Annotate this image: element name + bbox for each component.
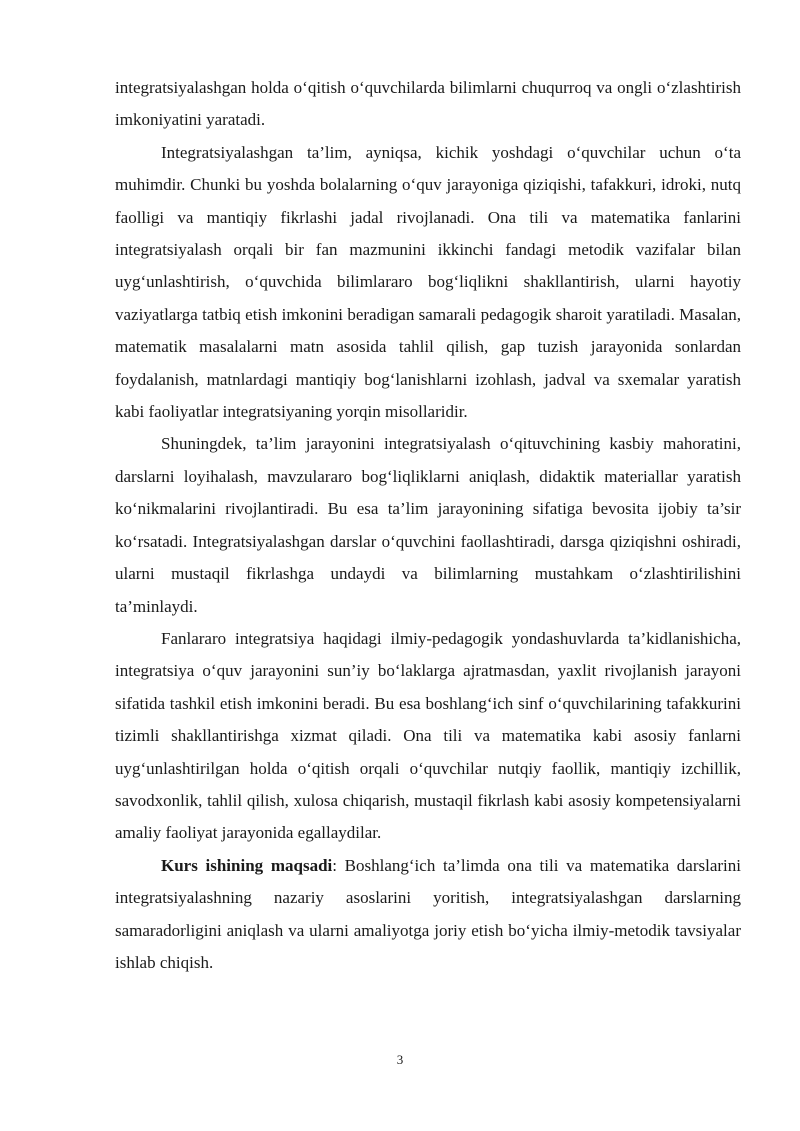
page-number: 3 (396, 1052, 404, 1067)
course-goal-heading: Kurs ishining maqsadi (161, 855, 333, 875)
paragraph-1: integratsiyalashgan holda o‘qitish o‘quvchilarda bilimlarni chuqurroq va ongli o‘zlashtirish imkoniyatini yaratadi. (115, 78, 741, 130)
paragraph-4: Fanlararo integratsiya haqidagi ilmiy-pedagogik yondashuvlarda ta’kidlanishicha, integratsiya o‘quv jarayonini sun’iy bo‘laklarga ajratmasdan, yaxlit rivojlanish jarayoni sifatida tashkil etish imkonini beradi. Bu esa boshlang‘ich sinf o‘quvchilarining tafakkurini tizimli shakllantirishga xizmat qiladi. Ona tili va matematika kabi asosiy fanlarni uyg‘unlashtirilgan holda o‘qitish orqali o‘quvchilar nutqiy faollik, mantiqiy izchillik, savodxonlik, tahlil qilish, xulosa chiqarish, mustaqil fikrlash kabi asosiy kompetensiyalarni amaliy faoliyat jarayonida egallaydilar. (115, 628, 741, 843)
document-body (115, 72, 741, 979)
course-goal-text: : Boshlang‘ich ta’limda ona tili va matematika darslarini integratsiyalashning nazariy asoslarini yoritish, integratsiyalashgan darslarning samaradorligini aniqlash va ularni amaliyotga joriy etish bo‘yicha ilmiy-metodik tavsiyalar ishlab chiqish. (115, 855, 742, 972)
paragraph-3: Shuningdek, ta’lim jarayonini integratsiyalash o‘qituvchining kasbiy mahoratini, darslarni loyihalash, mavzulararo bog‘liqliklarni aniqlash, didaktik materiallar yaratish ko‘nikmalarini rivojlantiradi. Bu esa ta’lim jarayonining sifatiga bevosita ijobiy ta’sir ko‘rsatadi. Integratsiyalashgan darslar o‘quvchini faollashtiradi, darsga qiziqishni oshiradi, ularni mustaqil fikrlashga undaydi va bilimlarning mustahkam o‘zlashtirilishini ta’minlaydi. (115, 434, 741, 616)
paragraph-5 (115, 850, 741, 980)
paragraph-2: Integratsiyalashgan ta’lim, ayniqsa, kichik yoshdagi o‘quvchilar uchun o‘ta muhimdir. Chunki bu yoshda bolalarning o‘quv jarayoniga qiziqishi, tafakkuri, idroki, nutq faolligi va mantiqiy fikrlashi jadal rivojlanadi. Ona tili va matematika fanlarini integratsiyalash orqali bir fan mazmunini ikkinchi fandagi metodik vazifalar bilan uyg‘unlashtirish, o‘quvchida bilimlararo bog‘liqlikni shakllantirish, ularni hayotiy vaziyatlarga tatbiq etish imkonini beradigan samarali pedagogik sharoit yaratiladi. Masalan, matematik masalalarni matn asosida tahlil qilish, gap tuzish jarayonida sonlardan foydalanish, matnlardagi mantiqiy bog‘lanishlarni izohlash, jadval va sxemalar yaratish kabi faoliyatlar integratsiyaning yorqin misollaridir. (115, 142, 741, 422)
